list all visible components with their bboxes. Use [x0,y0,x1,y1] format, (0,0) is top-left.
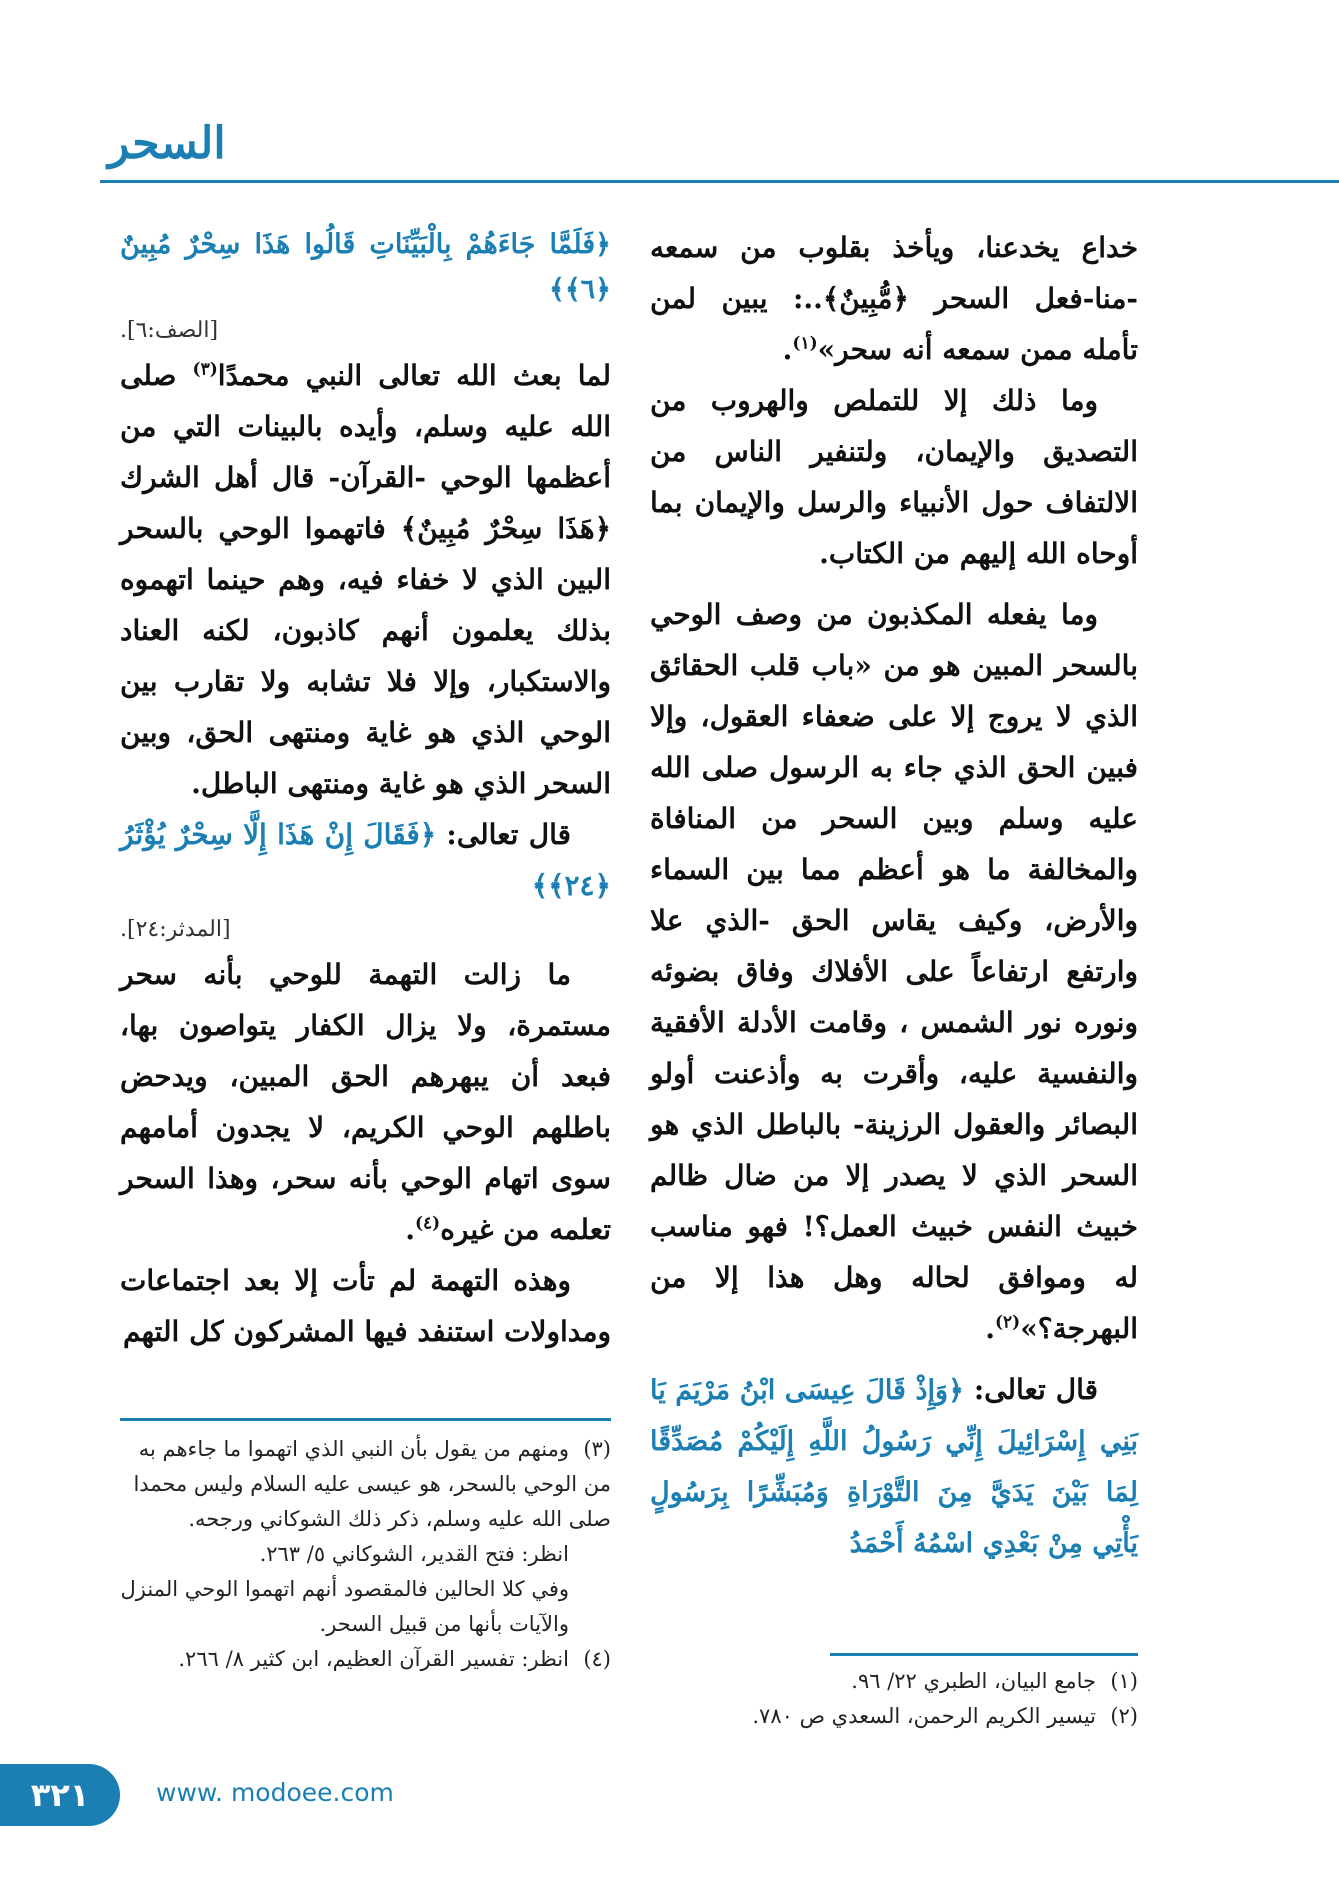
right-paragraph-2: وما ذلك إلا للتملص والهروب من التصديق والإيمان، ولتنفير الناس من الالتفاف حول الأنبياء والرسل والإيمان بما أوحاه الله إليهم من الكتاب. [650,384,1138,570]
footnote-2 [650,1699,1138,1734]
right-paragraph-3: وما يفعله المكذبون من وصف الوحي بالسحر المبين هو من «باب قلب الحقائق الذي لا يروج إلا على ضعفاء العقول، وإلا فبين الحق الذي جاء به الرسول صلى الله عليه وسلم وبين السحر من المنافاة والمخالفة ما هو أعظم مما بين السماء والأرض، وكيف يقاس الحق -الذي علا وارتفع ارتفاعاً على الأفلاك وفاق بضوئه ونوره نور الشمس ، وقامت الأدلة الأفقية والنفسية عليه، وأقرت به وأذعنت أولو البصائر والعقول الرزينة- بالباطل الذي هو السحر الذي لا يصدر إلا من ضال ظالم خبيث النفس خبيث العمل؟! فهو مناسب له وموافق لحاله وهل هذا إلا من البهرجة؟»$^{(٢)}$. [650,598,1138,1345]
right-p4-lead: قال تعالى: [973,1373,1099,1406]
website-link[interactable]: www. modoee.com [156,1778,394,1807]
footnote-ref-4[interactable]: (٤) [414,1213,441,1234]
footnote-ref-3[interactable]: (٣) [192,359,218,380]
left-paragraph-3: ما زالت التهمة للوحي بأنه سحر مستمرة، ولا يزال الكفار يتواصون بها، فبعد أن يبهرهم الحق المبين، ويدحض باطلهم الوحي الكريم، لا يجدون أمامهم سوى اتهام الوحي بأنه سحر، وهذا السحر تعلمه من غيره$^{(٤)}$. [120,958,611,1246]
footnote-3-text: ومنهم من يقول بأن النبي الذي اتهموا ما جاءهم به من الوحي بالسحر، هو عيسى عليه السلام وليس محمدا صلى الله عليه وسلم، ذكر ذلك الشوكاني ورجحه. [133,1437,611,1531]
left-column [120,222,611,1357]
quran-verse-saff: ﴿فَلَمَّا جَاءَهُمْ بِالْبَيِّنَاتِ قَالُوا هَذَا سِحْرٌ مُبِينٌ ﴿٦﴾﴾ [120,229,611,305]
page-title: السحر [108,118,226,169]
footnote-3-number: (٣) [583,1437,611,1461]
left-paragraph-2 [120,809,611,911]
left-p1-text: لما بعث الله تعالى النبي محمدًا [217,359,611,392]
footnote-4-number: (٤) [583,1647,611,1671]
footnotes-right [650,1664,1138,1734]
left-p1-rest: صلى الله عليه وسلم، وأيده بالبينات التي من أعظمها الوحي -القرآن- قال أهل الشرك ﴿هَذَا سِحْرٌ مُبِينٌ﴾ فاتهموا الوحي بالسحر البين الذي لا خفاء فيه، وهم حينما اتهموه بذلك يعلمون أنهم كاذبون، لكنه العناد والاستكبار، وإلا فلا تشابه ولا تقارب بين الوحي الذي هو غاية ومنتهى الحق، وبين السحر الذي هو غاية ومنتهى الباطل. [120,359,611,800]
footnote-2-number: (٢) [1110,1704,1138,1728]
footnotes-left [120,1432,611,1677]
footnote-3-source: انظر: فتح القدير، الشوكاني ٥/ ٢٦٣. [259,1542,569,1566]
footnote-3 [120,1432,611,1537]
quran-verse-issa: ﴿وَإِذْ قَالَ عِيسَى ابْنُ مَرْيَمَ يَا بَنِي إِسْرَائِيلَ إِنِّي رَسُولُ اللَّهِ إِلَيْكُمْ مُصَدِّقًا لِمَا بَيْنَ يَدَيَّ مِنَ التَّوْرَاةِ وَمُبَشِّرًا بِرَسُولٍ يَأْتِي مِنْ بَعْدِي اسْمُهُ أَحْمَدُ [650,1375,1138,1559]
page-number-badge [0,1764,120,1826]
right-paragraph-4 [650,1364,1138,1568]
header-rule [100,180,1339,183]
page-number: ٣٢١ [30,1776,90,1814]
right-column [650,222,1138,1568]
quran-verse-muddaththir: ﴿فَقَالَ إِنْ هَذَا إِلَّا سِحْرٌ يُؤْثَرُ ﴿٢٤﴾﴾ [120,818,611,902]
footnote-1-number: (١) [1110,1669,1138,1693]
footnote-4-text: انظر: تفسير القرآن العظيم، ابن كثير ٨/ ٢٦٦. [178,1647,569,1671]
footnote-1-text: جامع البيان، الطبري ٢٢/ ٩٦. [851,1669,1096,1693]
verse-reference-saff: [الصف:٦]. [120,318,219,343]
left-p2-lead: قال تعالى: [446,818,572,851]
footnote-ref-2[interactable]: (٢) [994,1312,1021,1333]
footnote-4 [120,1642,611,1677]
footnote-2-text: تيسير الكريم الرحمن، السعدي ص ٧٨٠. [752,1704,1096,1728]
right-p1-text: خداع يخدعنا، ويأخذ بقلوب من سمعه -منا-فعل السحر ﴿مُّبِينٌ﴾..: يبين لمن تأمله ممن سمعه أنه سحر» [650,231,1138,366]
left-paragraph-4: وهذه التهمة لم تأت إلا بعد اجتماعات ومداولات استنفد فيها المشركون كل التهم [120,1264,611,1348]
footnote-3-note: وفي كلا الحالين فالمقصود أنهم اتهموا الوحي المنزل والآيات بأنها من قبيل السحر. [120,1577,569,1636]
footnote-1 [650,1664,1138,1699]
left-paragraph-1 [120,350,611,809]
footnote-rule-right [830,1653,1138,1656]
right-p3-text: وما يفعله المكذبون من وصف الوحي بالسحر المبين هو من «باب قلب الحقائق الذي لا يروج إلا على ضعفاء العقول، وإلا فبين الحق الذي جاء به الرسول صلى الله عليه وسلم وبين السحر من المنافاة والمخالفة ما هو أعظم مما بين السماء والأرض، وكيف يقاس الحق -الذي علا وارتفع ارتفاعاً على الأفلاك وفاق بضوئه ونوره نور الشمس ، وقامت الأدلة الأفقية والنفسية عليه، وأقرت به وأذعنت أولو البصائر والعقول الرزينة- بالباطل الذي هو السحر الذي لا يصدر إلا من ضال ظالم خبيث النفس خبيث العمل؟! فهو مناسب له وموافق لحاله وهل هذا إلا من البهرجة؟» [650,598,1138,1345]
verse-reference-muddaththir: [المدثر:٢٤]. [120,917,231,942]
right-paragraph-1: خداع يخدعنا، ويأخذ بقلوب من سمعه -منا-فعل السحر ﴿مُّبِينٌ﴾..: يبين لمن تأمله ممن سمعه أنه سحر»$^{(١)}$. [650,231,1138,366]
footnote-ref-1[interactable]: (١) [792,333,818,354]
left-p3-text: ما زالت التهمة للوحي بأنه سحر مستمرة، ولا يزال الكفار يتواصون بها، فبعد أن يبهرهم الحق المبين، ويدحض باطلهم الوحي الكريم، لا يجدون أمامهم سوى اتهام الوحي بأنه سحر، وهذا السحر تعلمه من غيره [120,958,611,1246]
footnote-rule-left [120,1418,611,1421]
